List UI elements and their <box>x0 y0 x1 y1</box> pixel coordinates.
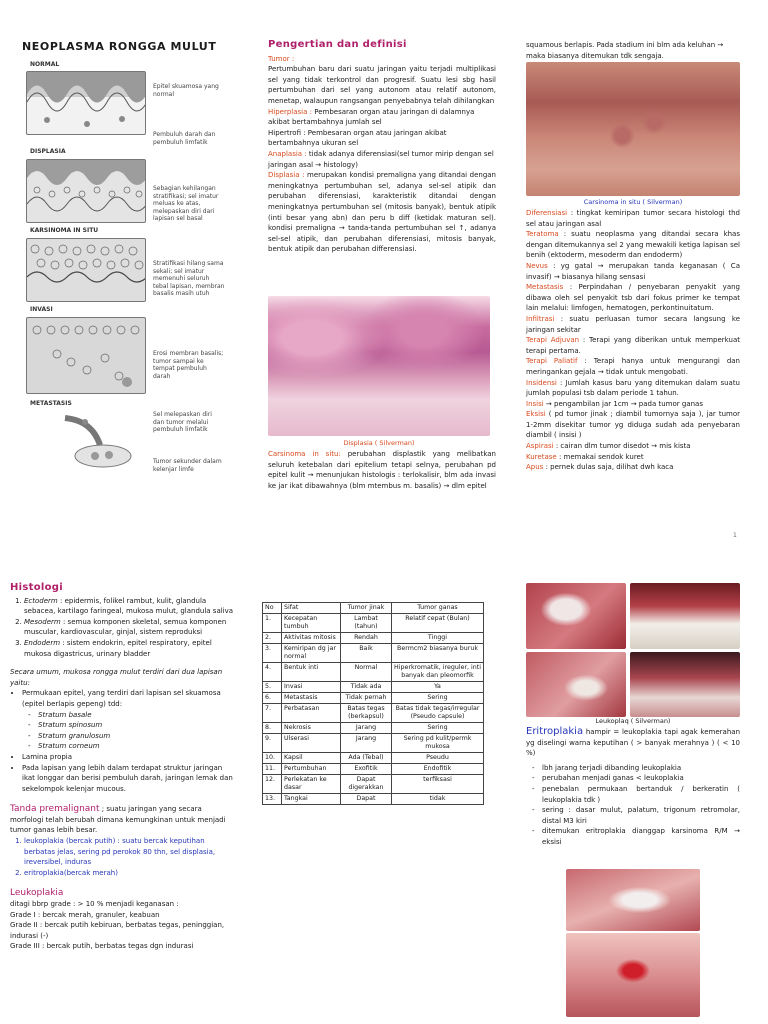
table-cell: Kapsil <box>282 753 341 764</box>
term-label: Aspirasi <box>526 442 554 451</box>
table-cell: Pertumbuhan <box>282 764 341 775</box>
table-cell: Batas tegas (berkapsul) <box>341 704 392 723</box>
photo-caption: Carsinoma in situ ( Silverman) <box>583 198 683 206</box>
definitions-column <box>268 40 496 255</box>
term-label: Hiperplasia : <box>268 107 312 116</box>
definition-paragraph <box>268 107 496 128</box>
table-row <box>263 734 484 753</box>
stage-cis-illustration <box>26 238 146 302</box>
definition-text: tidak adanya diferensiasi(sel tumor mirip dengan sel jaringan asal → histology) <box>268 149 494 169</box>
epithelium-drawing <box>27 72 145 134</box>
page-2 <box>0 575 768 1024</box>
list-item: - penebalan permukaan bertanduk / berkeratin ( leukoplakia tdk ) <box>526 784 740 805</box>
definition-text: Pertumbuhan baru dari suatu jaringan yaitu terjadi multiplikasi sel yang tidak terkontrol dan progresif. Suatu lesi sbg hasil pertumbuhan dari sel yang autonom atau relatif autonom, menetap, walaupun rangsangan penyebabnya telah dihilangkan <box>268 65 496 105</box>
definition-item <box>526 356 740 377</box>
definition-text: : yg gatal → merupakan tanda keganasan ( Ca invasif) → biasanya hilang sensasi <box>526 261 740 281</box>
table-row <box>263 644 484 663</box>
list-text: : epidermis, folikel rambut, kulit, glandula sebacea, kartilago faringeal, mukosa mulut, glandula saliva <box>24 596 234 616</box>
table-cell: 2. <box>263 633 282 644</box>
table-cell: Sering pd kulit/permk mukosa <box>392 734 484 753</box>
comparison-table-wrapper <box>262 602 484 805</box>
list-item: 2. eritroplakia(bercak merah) <box>24 868 236 879</box>
table-header-row <box>263 603 484 614</box>
list-item: - Stratum corneum <box>22 741 236 752</box>
definition-text: : pernek dulas saja, dilihat dwh kaca <box>545 463 674 472</box>
clinical-photo <box>566 933 700 1017</box>
photo-caption: Displasia ( Silverman) <box>343 439 415 447</box>
term-label: Nevus <box>526 261 548 270</box>
column-header: Tumor ganas <box>392 603 484 614</box>
term-label: Eksisi <box>526 410 546 419</box>
section-heading: Tanda premalignant <box>10 804 100 815</box>
definition-text: : tingkat kemiripan tumor secara histologi thd sel atau jaringan asal <box>526 209 740 228</box>
table-row <box>263 704 484 723</box>
table-cell: Tidak pernah <box>341 693 392 704</box>
premalignant-paragraph <box>10 804 236 836</box>
germ-layer-list <box>10 596 236 660</box>
definition-item <box>526 282 740 314</box>
body-text: ditagi bbrp grade : > 10 % menjadi keganasan : <box>10 900 179 909</box>
stage-normal-illustration <box>26 71 146 135</box>
term-label: Carsinoma in situ: <box>268 450 341 458</box>
term-label: Terapi Adjuvan <box>526 336 580 345</box>
table-cell: Ya <box>392 682 484 693</box>
epithelium-drawing <box>27 160 145 222</box>
definition-item <box>526 229 740 261</box>
list-item: - sering : dasar mulut, palatum, trigonum retromolar, distal M3 kiri <box>526 805 740 826</box>
table-cell: 1. <box>263 614 282 633</box>
table-cell: tidak <box>392 794 484 805</box>
term-label: Insisi <box>526 399 544 408</box>
definition-item <box>526 335 740 356</box>
definition-text: perubahan displastik yang melibatkan seluruh ketebalan dari epitelium tetapi selnya, perubahan pd epitel kulit → menunjukan histologis : terlokalisir, blm ada invasi ke jar ikat dibawahnya (blm mtembus m. basalis) → dlm epitel <box>268 450 496 490</box>
list-text: : semua komponen skeletal, semua komponen muscular, kardiovascular, ginjal, sistem reproduksi <box>24 617 227 637</box>
section-heading: Leukoplakia <box>10 888 64 899</box>
list-item: - Stratum spinosum <box>22 720 236 731</box>
term-label: Mesoderm <box>24 617 61 626</box>
table-row <box>263 753 484 764</box>
stage-label: DISPLASIA <box>30 148 66 155</box>
definition-item <box>526 314 740 335</box>
term-label: Ectoderm <box>24 596 58 605</box>
list-item: - Stratum basale <box>22 710 236 721</box>
table-cell: 13. <box>263 794 282 805</box>
table-cell: Lambat (tahun) <box>341 614 392 633</box>
list-item: • Pada lapisan yang lebih dalam terdapat struktur jaringan ikat longgar dan berisi pembuluh darah, jaringan lemak dan sekelompok kelenjar mucous. <box>22 763 236 795</box>
table-cell: Metastasis <box>282 693 341 704</box>
table-cell: Invasi <box>282 682 341 693</box>
list-text: : sistem endokrin, epitel respiratory, epitel mukosa digastricus, urinary bladder <box>24 638 212 658</box>
table-cell: Kemiripan dg jar normal <box>282 644 341 663</box>
column-header: No <box>263 603 282 614</box>
body-text: ; suatu jaringan yang secara morfologi telah berubah dimana kemungkinan untuk menjadi tumor ganas lebih besar. <box>10 805 226 835</box>
definition-text: : memakai sendok kuret <box>558 452 644 461</box>
table-cell: Bentuk inti <box>282 663 341 682</box>
body-text: hampir = leukoplakia tapi agak kemerahan yg diselingi warna keputihan ( > banyak merahnya ) ( < 10 %) <box>526 728 741 758</box>
list-item <box>24 638 236 659</box>
eritroplakia-section <box>526 727 740 848</box>
clinical-photo <box>526 583 626 649</box>
layer-list <box>10 752 236 794</box>
page-title: NEOPLASMA RONGGA MULUT <box>22 40 217 53</box>
definition-item <box>526 378 740 399</box>
stage-note: Epitel skuamosa yang normal <box>153 83 219 98</box>
table-cell: Sering <box>392 693 484 704</box>
definition-item <box>526 208 740 229</box>
table-cell: Jarang <box>341 723 392 734</box>
carcinoma-in-situ-micrograph <box>526 62 740 196</box>
term-label: Insidensi <box>526 378 557 387</box>
term-label: Infiltrasi <box>526 314 555 323</box>
definition-text: : Terapi yang diberikan untuk memperkuat terapi pertama. <box>526 336 740 355</box>
grade-item: Grade II : bercak putih kebiruan, berbatas tegas, peninggian, indurasi (-) <box>10 921 225 940</box>
stage-note: Pembuluh darah dan pembuluh limfatik <box>153 131 216 146</box>
body-paragraph: Secara umum, mukosa rongga mulut terdiri dari dua lapisan yaitu: <box>10 668 223 687</box>
table-cell: Perbatasan <box>282 704 341 723</box>
definition-text: merupakan kondisi premaligna yang ditandai dengan meningkatnya pertumbuhan sel, adanya sel-sel atipik dan perubahan diferensiasi, karakteristik ditandai dengan meningkatnya pertumbuhan sel (mitosis banyak), bentuk atipik (inti besar yang abn) dan peru b diff (ketidak maturan sel). kondisi premaligna → tanda-tanda pertumbuhan sel ↑, adanya sel-sel atipik, dan perubahan diferensiasi, mitosis banyak, bentuk atipik dan perubahan differensiasi. <box>268 171 496 254</box>
column-header: Sifat <box>282 603 341 614</box>
table-cell: 12. <box>263 775 282 794</box>
list-item: - lbh jarang terjadi dibanding leukoplakia <box>526 763 740 774</box>
definition-text: : Perpindahan / penyebaran penyakit yang dibawa oleh sel penyakit tsb dari fokus primer ke tempat lain melalui: limfogen, hematogen, perkontinuitatum. <box>526 283 740 313</box>
term-label: Kuretase <box>526 452 557 461</box>
table-row <box>263 663 484 682</box>
table-row <box>263 775 484 794</box>
definition-item <box>526 441 740 452</box>
table-row <box>263 764 484 775</box>
list-item: - Stratum granulosum <box>22 731 236 742</box>
comparison-table <box>262 602 484 805</box>
page-number: 1 <box>733 532 737 539</box>
list-item: - ditemukan eritroplakia dianggap karsinoma R/M → eksisi <box>526 826 740 847</box>
clinical-photo <box>630 652 740 717</box>
definition-paragraph <box>268 149 496 170</box>
strata-list <box>22 710 236 752</box>
term-label: Metastasis <box>526 283 564 292</box>
definition-text: : suatu perluasan tumor secara langsung ke jaringan sekitar <box>526 314 740 334</box>
definition-item <box>526 462 740 473</box>
term-label: Endoderm <box>24 638 61 647</box>
definition-text: : Jumlah kasus baru yang ditemukan dalam suatu jumlah populasi tsb dalam periode 1 tahun. <box>526 378 740 398</box>
definition-item <box>526 409 740 441</box>
table-cell: 7. <box>263 704 282 723</box>
displasia-micrograph <box>268 296 490 436</box>
definition-text: : cairan dlm tumor disedot → mis kista <box>555 442 691 451</box>
stage-invasi-illustration <box>26 317 146 394</box>
clinical-photo <box>526 652 626 717</box>
stage-label: INVASI <box>30 306 53 313</box>
table-cell: 6. <box>263 693 282 704</box>
table-row <box>263 723 484 734</box>
table-cell: Sering <box>392 723 484 734</box>
list-item: • Lamina propia <box>22 752 236 763</box>
photo-caption: Leukoplaq ( Silverman) <box>595 717 671 725</box>
table-cell: Exofitik <box>341 764 392 775</box>
term-label: Apus <box>526 463 544 472</box>
table-cell: Normal <box>341 663 392 682</box>
definition-text: : suatu neoplasma yang ditandai secara khas dengan ditemukannya sel 2 yang mewakili ketiga lapisan sel benih (ektoderm, mesoderm dan endoderm) <box>526 230 740 260</box>
stage-note: Erosi membran basalis; tumor sampai ke tempat pembuluh darah <box>153 350 224 380</box>
table-cell: Hiperkromatik, ireguler, inti banyak dan pleomorfik <box>392 663 484 682</box>
histologi-column <box>10 583 236 952</box>
list-item <box>24 617 236 638</box>
table-cell: Batas tidak tegas/irregular (Pseudo capsule) <box>392 704 484 723</box>
table-cell: Dapat digerakkan <box>341 775 392 794</box>
clinical-photo <box>630 583 740 649</box>
lymph-vessel-drawing <box>55 410 145 470</box>
table-cell: Kecepatan tumbuh <box>282 614 341 633</box>
definition-text: : Terapi hanya untuk mengurangi dan meringankan gejala → tidak untuk mengobati. <box>526 357 740 376</box>
grade-item: Grade I : bercak merah, granuler, keabuan <box>10 910 160 919</box>
list-item: - perubahan menjadi ganas < leukoplakia <box>526 773 740 784</box>
stage-label: NORMAL <box>30 61 60 68</box>
eritroplakia-list <box>526 763 740 848</box>
stage-label: KARSINOMA IN SITU <box>30 227 99 234</box>
table-cell: 4. <box>263 663 282 682</box>
table-row <box>263 682 484 693</box>
table-cell: Pseudu <box>392 753 484 764</box>
leukoplakia-photo-grid <box>526 583 740 717</box>
table-cell: Jarang <box>341 734 392 753</box>
stage-note: Sebagian kehilangan stratifikasi; sel imatur meluas ke atas, melepaskan diri dari lapisan sel basal <box>153 185 219 222</box>
clinical-photo <box>566 869 700 931</box>
term-label: Diferensiasi <box>526 209 568 217</box>
table-cell: 11. <box>263 764 282 775</box>
table-cell: Endofitik <box>392 764 484 775</box>
list-item: • Permukaan epitel, yang terdiri dari lapisan sel skuamosa (epitel berlapis gepeng) tdd: <box>22 688 236 709</box>
table-row <box>263 614 484 633</box>
definition-text: Pembesaran organ atau jaringan di dalamnya akibat bertambahnya jumlah sel <box>268 107 475 127</box>
premalignant-list <box>10 836 236 878</box>
table-row <box>263 794 484 805</box>
table-cell: Tangkai <box>282 794 341 805</box>
definition-paragraph <box>268 170 496 255</box>
definition-text: ( pd tumor jinak ; diambil tumornya saja ), jar tumor 1-2mm disekitar tumor yg diduga sudah ada penyebaran diambil ( insisi ) <box>526 410 740 440</box>
definition-text: Hipertrofi : Pembesaran organ atau jaringan akibat bertambahnya ukuran sel <box>268 128 447 148</box>
table-cell: 5. <box>263 682 282 693</box>
list-item: 1. leukoplakia (bercak putih) : suatu bercak keputihan berbatas jelas, sering pd perokok 80 thn, sel displasia, ireversibel, induras <box>24 836 236 868</box>
cis-paragraph <box>268 449 496 491</box>
term-label: Terapi Paliatif <box>526 357 578 366</box>
table-cell: 3. <box>263 644 282 663</box>
table-cell: 10. <box>263 753 282 764</box>
eritroplakia-intro <box>526 727 740 759</box>
table-cell: Tinggi <box>392 633 484 644</box>
table-cell: Baik <box>341 644 392 663</box>
column-header: Tumor jinak <box>341 603 392 614</box>
stage-note: Tumor sekunder dalam kelenjar limfe <box>153 458 222 473</box>
section-heading: Histologi <box>10 582 63 593</box>
definition-item <box>526 399 740 410</box>
table-cell: Ulserasi <box>282 734 341 753</box>
grade-item: Grade III : bercak putih, berbatas tegas dgn indurasi <box>10 942 194 951</box>
stage-metastasis-illustration <box>55 410 145 470</box>
epithelium-drawing <box>27 318 145 393</box>
list-item <box>24 596 236 617</box>
definition-text: → pengambilan jar 1cm → pada tumor ganas <box>545 399 703 408</box>
table-cell: 9. <box>263 734 282 753</box>
table-cell: 8. <box>263 723 282 734</box>
table-cell: Dapat <box>341 794 392 805</box>
section-heading: Pengertian dan definisi <box>268 39 407 50</box>
section-heading: Eritroplakia <box>526 726 584 737</box>
table-cell: Bermcm2 biasanya buruk <box>392 644 484 663</box>
layer-list <box>10 688 236 709</box>
epithelium-drawing <box>27 239 145 301</box>
neoplasia-progression-diagram <box>0 55 250 515</box>
table-cell: terfiksasi <box>392 775 484 794</box>
stage-note: Stratifikasi hilang sama sekali; sel imatur memenuhi seluruh tebal lapisan, membran basalis masih utuh <box>153 260 225 297</box>
table-row <box>263 633 484 644</box>
table-row <box>263 693 484 704</box>
table-cell: Relatif cepat (Bulan) <box>392 614 484 633</box>
stage-label: METASTASIS <box>30 400 72 407</box>
table-cell: Rendah <box>341 633 392 644</box>
stage-note: Sel melepaskan diri dan tumor melalui pembuluh limfatik <box>153 411 212 433</box>
table-cell: Perlekatan ke dasar <box>282 775 341 794</box>
term-label: Teratoma <box>526 230 559 239</box>
term-label: Tumor : <box>268 54 295 63</box>
table-cell: Ada (Tebal) <box>341 753 392 764</box>
definitions-list <box>526 208 740 473</box>
table-cell: Nekrosis <box>282 723 341 734</box>
right-column-intro: squamous berlapis. Pada stadium ini blm ada keluhan → maka biasanya ditemukan tdk sengaja. <box>526 41 724 60</box>
definition-item <box>526 452 740 463</box>
term-label: Displasia : <box>268 171 305 180</box>
definition-item <box>526 261 740 282</box>
table-cell: Tidak ada <box>341 682 392 693</box>
stage-displasia-illustration <box>26 159 146 223</box>
table-body <box>263 614 484 805</box>
table-cell: Aktivitas mitosis <box>282 633 341 644</box>
term-label: Anaplasia : <box>268 149 307 158</box>
